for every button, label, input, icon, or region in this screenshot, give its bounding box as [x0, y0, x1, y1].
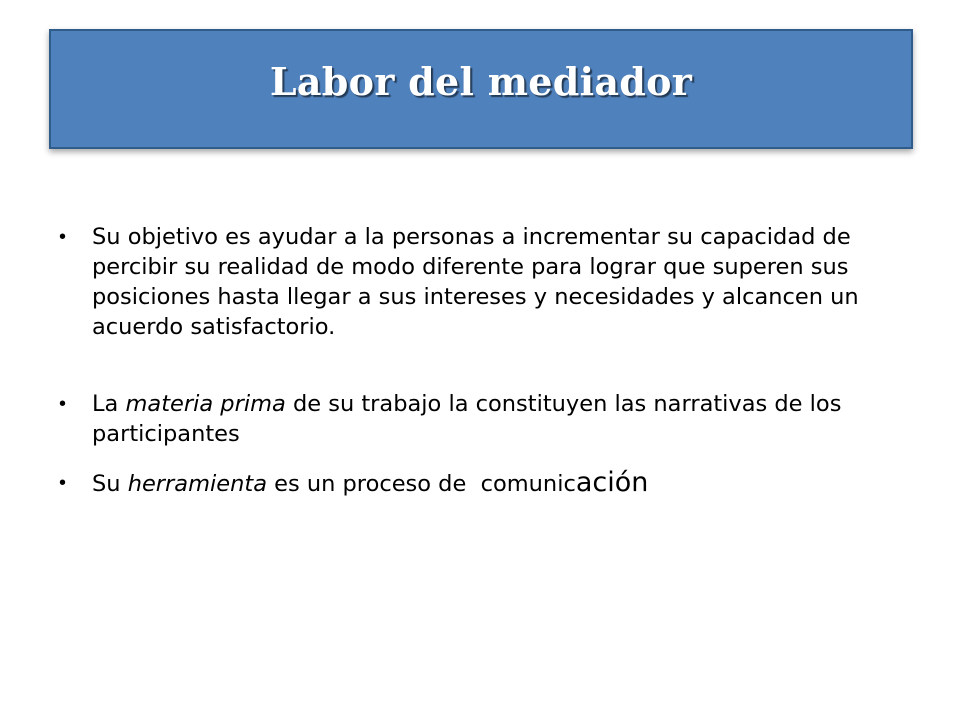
bullet-text-prefix: Su — [92, 471, 128, 497]
slide-title: Labor del mediador — [269, 58, 693, 104]
bullet-text-prefix: La — [92, 391, 126, 417]
bullet-text-suffix: de su trabajo la constituyen las narrativas de los participantes — [92, 391, 842, 447]
bullet-icon: • — [59, 226, 67, 248]
bullet-icon: • — [59, 393, 67, 415]
bullet-text-suffix-large: ación — [575, 467, 649, 498]
bullet-text-emphasis: materia prima — [125, 391, 286, 417]
bullet-text-suffix: es un proceso de comunic — [266, 471, 576, 497]
bullet-text-emphasis: herramienta — [127, 471, 267, 497]
bullet-item-herramienta — [56, 468, 916, 499]
bullet-list — [56, 222, 916, 499]
bullet-item-materia-prima — [56, 389, 916, 449]
bullet-icon: • — [59, 472, 67, 494]
title-banner — [49, 29, 913, 149]
bullet-text: Su objetivo es ayudar a la personas a incrementar su capacidad de percibir su realidad de modo diferente para lograr que superen sus posiciones hasta llegar a sus intereses y necesidades y alcancen un acuerdo satisfactorio. — [92, 224, 859, 340]
bullet-item-objective — [56, 222, 916, 342]
